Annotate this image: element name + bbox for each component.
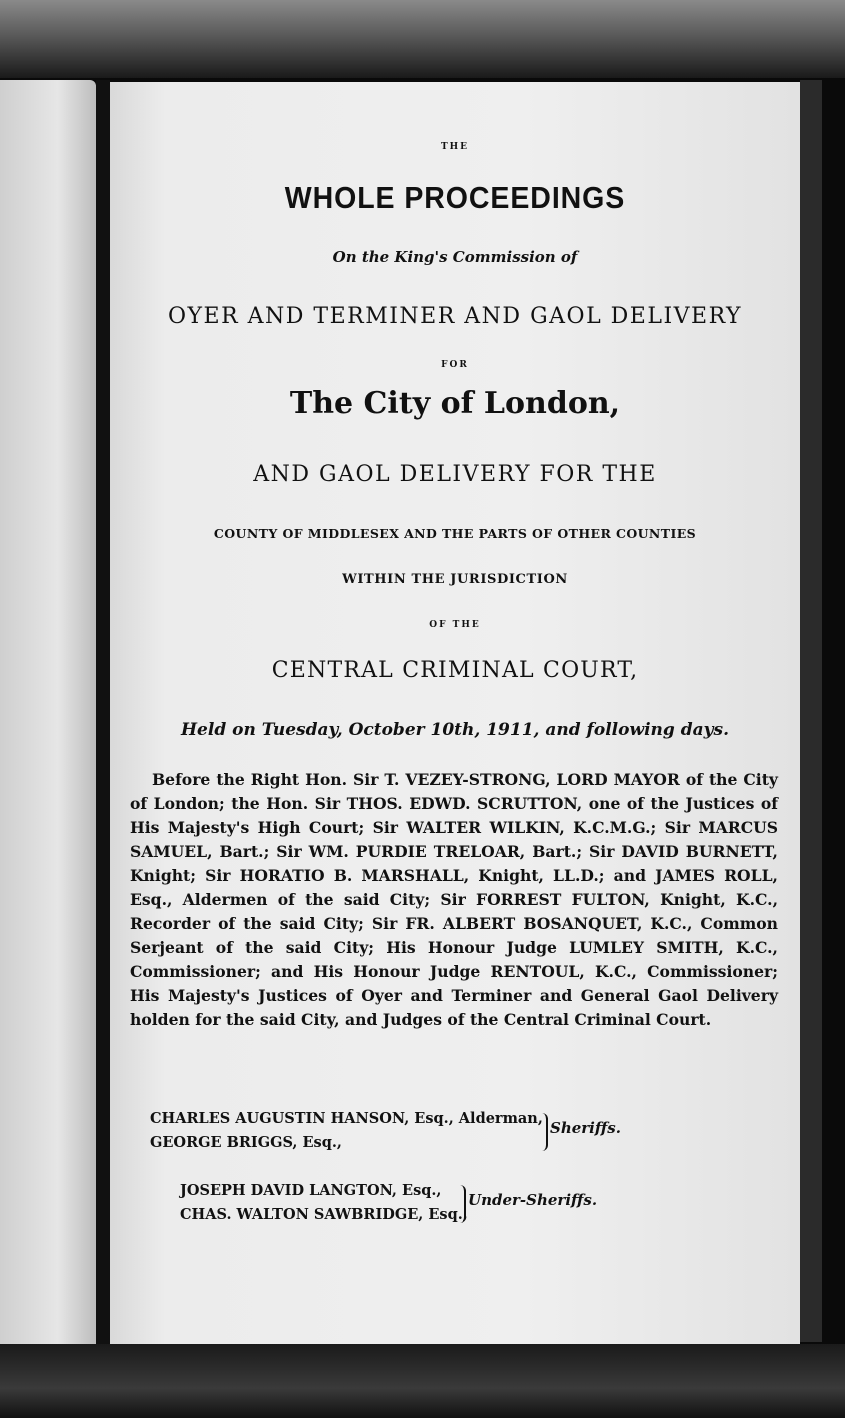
brace-icon: [538, 1113, 548, 1151]
brace-icon: [456, 1185, 466, 1223]
sheriff-name: CHARLES AUGUSTIN HANSON, Esq., Alderman,: [150, 1110, 543, 1127]
jurisdiction-line: WITHIN THE JURISDICTION: [342, 572, 568, 587]
under-sheriff-names: [180, 1179, 468, 1227]
of-the-line: OF THE: [429, 620, 481, 630]
sheriffs-role: Sheriffs.: [550, 1119, 621, 1137]
justices-paragraph: Before the Right Hon. Sir T. VEZEY-STRONG, LORD MAYOR of the City of London; the Hon. Sir THOS. EDWD. SCRUTTON, one of the Justices of His Majesty's High Court; Sir WALTER WILKIN, K.C.M.G.; Sir MARCUS SAMUEL, Bart.; Sir WM. PURDIE TRELOAR, Bart.; Sir DAVID BURNETT, Knight; Sir HORATIO B. MARSHALL, Knight, LL.D.; and JAMES ROLL, Esq., Aldermen of the said City; Sir FORREST FULTON, Knight, K.C., Recorder of the said City; Sir FR. ALBERT BOSANQUET, K.C., Common Serjeant of the said City; His Honour Judge LUMLEY SMITH, K.C., Commissioner; and His Honour Judge RENTOUL, K.C., Commissioner; His Majesty's Justices of Oyer and Terminer and General Gaol Delivery holden for the said City, and Judges of the Central Criminal Court.: [130, 770, 778, 1029]
sheriff-name: GEORGE BRIGGS, Esq.,: [150, 1134, 342, 1151]
under-sheriff-name: JOSEPH DAVID LANGTON, Esq.,: [180, 1182, 442, 1199]
for-line: FOR: [441, 360, 469, 370]
court-name: CENTRAL CRIMINAL COURT,: [271, 658, 639, 683]
book-top-edge: [0, 0, 845, 78]
oyer-terminer-line: OYER AND TERMINER AND GAOL DELIVERY: [167, 304, 743, 329]
book-spine: [96, 80, 110, 1380]
book-bottom-edge: [0, 1344, 845, 1418]
city-of-london-line: The City of London,: [289, 386, 621, 421]
under-sheriff-name: CHAS. WALTON SAWBRIDGE, Esq.,: [180, 1206, 468, 1223]
sheriff-names: [150, 1107, 543, 1155]
left-page-edge: [0, 80, 96, 1380]
gaol-delivery-line: AND GAOL DELIVERY FOR THE: [253, 462, 657, 487]
held-date-line: Held on Tuesday, October 10th, 1911, and following days.: [181, 720, 729, 740]
commission-line: On the King's Commission of: [332, 248, 578, 266]
county-line: COUNTY OF MIDDLESEX AND THE PARTS OF OTHER COUNTIES: [213, 526, 697, 541]
page-title: WHOLE PROCEEDINGS: [284, 180, 626, 215]
under-sheriffs-role: Under-Sheriffs.: [468, 1191, 598, 1209]
book-right-edge: [800, 80, 822, 1342]
header-the: THE: [440, 142, 470, 152]
title-page: [110, 82, 800, 1344]
